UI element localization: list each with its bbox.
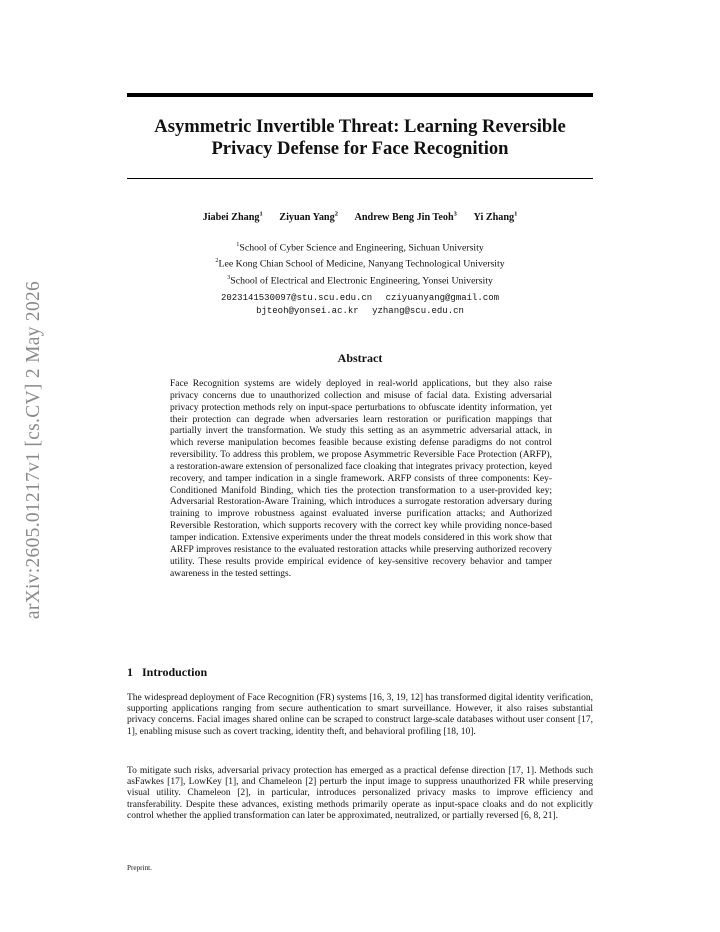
affiliation-list	[127, 238, 593, 287]
arxiv-identifier-text: arXiv:2605.01217v1 [cs.CV] 2 May 2026	[23, 280, 44, 620]
preprint-footnote: Preprint.	[127, 864, 152, 872]
abstract-body: Face Recognition systems are widely deployed in real-world applications, but they also raise privacy concerns due to unauthorized collection and misuse of facial data. Existing adversarial privacy protection methods rely on input-space perturbations to obfuscate identity information, yet their protection can degrade when adversaries learn restoration or purification mappings that partially invert the transformation. We study this setting as an asymmetric adversarial attack, in which reverse manipulation becomes feasible because existing defense paradigms do not control reversibility. To address this problem, we propose Asymmetric Reversible Face Protection (ARFP), a restoration-aware extension of personalized face cloaking that integrates privacy protection, keyed recovery, and tamper indication in a single framework. ARFP consists of three components: Key-Conditioned Manifold Binding, which ties the protection transformation to a user-provided key; Adversarial Restoration-Aware Training, which introduces a surrogate restoration adversary during training to improve robustness against evaluated inverse purification attacks; and Authorized Reversible Restoration, which supports recovery with the correct key while providing nonce-based tamper indication. Extensive experiments under the threat models considered in this work show that ARFP improves resistance to the evaluated restoration attacks while preserving authorized recovery utility. These results provide empirical evidence of key-sensitive recovery behavior and tamper awareness in the tested settings.	[170, 379, 552, 579]
section-number: 1	[127, 665, 133, 679]
affiliation-text: School of Electrical and Electronic Engineering, Yonsei University	[230, 274, 493, 286]
affiliation-mark: 1	[236, 241, 240, 248]
paper-title: Asymmetric Invertible Threat: Learning Reversible Privacy Defense for Face Recognition	[154, 116, 566, 159]
affiliation	[127, 271, 593, 287]
email-list	[127, 292, 593, 318]
author	[203, 212, 263, 223]
affiliation	[127, 254, 593, 270]
email-address[interactable]: cziyuanyang@gmail.com	[385, 293, 500, 303]
author	[355, 212, 457, 223]
section-heading	[127, 665, 207, 680]
author-list	[127, 211, 593, 223]
abstract-heading: Abstract	[337, 351, 383, 365]
author-affil-mark: 1	[259, 211, 263, 218]
author-name: Ziyuan Yang	[279, 212, 335, 224]
author	[473, 212, 517, 223]
affiliation	[127, 238, 593, 254]
author-affil-mark: 2	[334, 211, 338, 218]
email-address[interactable]: yzhang@scu.edu.cn	[372, 306, 464, 316]
affiliation-mark: 3	[227, 273, 231, 281]
affiliation-text: School of Cyber Science and Engineering, Sichuan University	[239, 242, 484, 254]
title-top-rule	[127, 93, 593, 97]
author	[279, 212, 338, 223]
affiliation-mark: 2	[215, 257, 219, 265]
email-line	[127, 305, 593, 318]
section-title: Introduction	[142, 665, 208, 679]
email-address[interactable]: 2023141530097@stu.scu.edu.cn	[220, 293, 373, 303]
title-bottom-rule	[127, 178, 593, 179]
author-name: Jiabei Zhang	[202, 212, 260, 224]
author-name: Yi Zhang	[473, 212, 515, 224]
email-address[interactable]: bjteoh@yonsei.ac.kr	[256, 306, 359, 316]
author-name: Andrew Beng Jin Teoh	[354, 212, 454, 224]
intro-paragraph: The widespread deployment of Face Recognition (FR) systems [16, 3, 19, 12] has transformed digital identity verification, supporting applications ranging from secure authentication to smart surveillance. However, it also raises substantial privacy concerns. Facial images shared online can be scraped to construct large-scale databases without user consent [17, 1], enabling misuse such as covert tracking, identity theft, and behavioral profiling [18, 10].	[127, 693, 593, 737]
author-affil-mark: 3	[453, 211, 457, 218]
email-line	[127, 292, 593, 305]
author-affil-mark: 1	[514, 211, 518, 218]
affiliation-text: Lee Kong Chian School of Medicine, Nanyang Technological University	[218, 258, 505, 270]
intro-paragraph: To mitigate such risks, adversarial privacy protection has emerged as a practical defense direction [17, 1]. Methods such asFawkes [17], LowKey [1], and Chameleon [2] perturb the input image to suppress unauthorized FR while preserving visual utility. Chameleon [2], in particular, introduces personalized privacy masks to improve efficiency and transferability. Despite these advances, existing methods primarily operate as input-space cloaks and do not explicitly control whether the applied transformation can later be approximated, neutralized, or partially reversed [6, 8, 21].	[127, 766, 593, 821]
